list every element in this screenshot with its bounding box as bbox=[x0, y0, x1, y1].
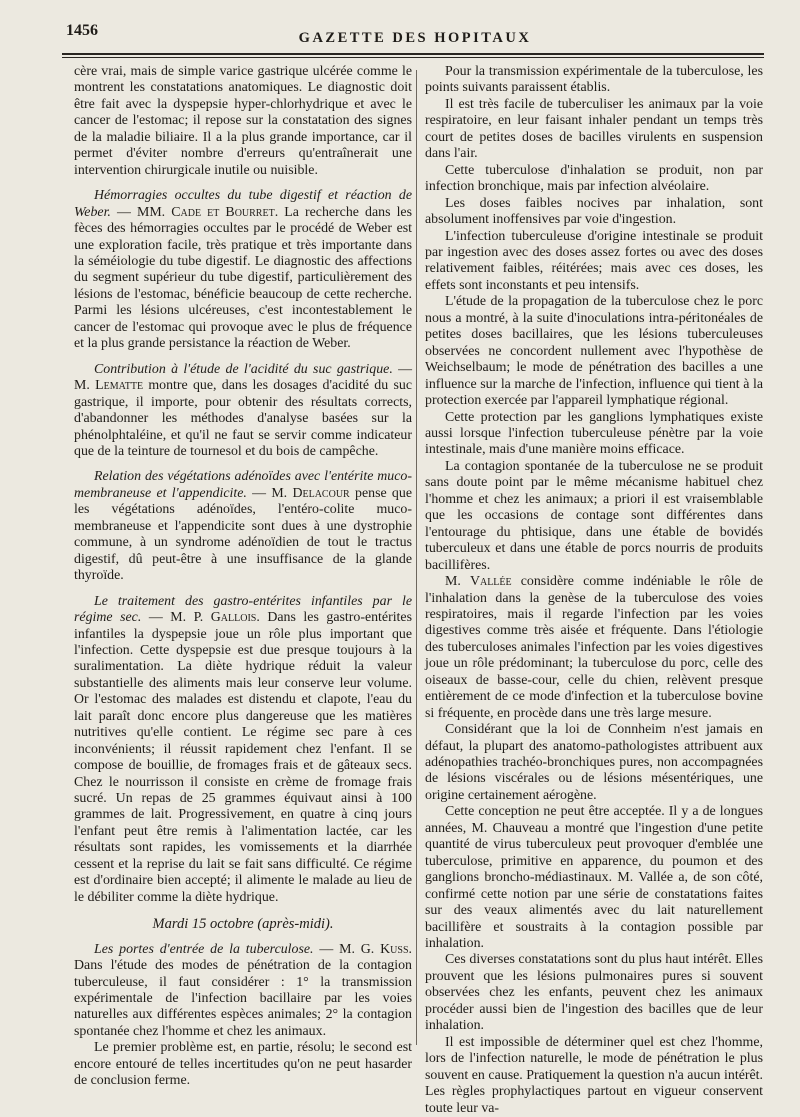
paragraph: L'infection tuberculeuse d'origine intestinale se produit par ingestion avec des doses assez fortes ou avec des doses relativement faibles, réitérées; mais avec ces doses, les effets sont inconstants et peu intensifs. bbox=[425, 228, 763, 293]
paragraph: Il est très facile de tuberculiser les animaux par la voie respiratoire, en leur faisant inhaler pendant un temps très court de petites doses de bacilles virulents en suspension dans l'air. bbox=[425, 96, 763, 162]
author-name: Gallois bbox=[210, 610, 257, 626]
paragraph: cère vrai, mais de simple varice gastrique ulcérée comme le montrent les constatations anatomiques. Le diagnostic doit être fait avec la dyspepsie hyper-chlorhydrique et avec le cancer de l'estomac; il repose sur la constatation des signes de la maladie biliaire. Il a la plus grande importance, car il permet d'éviter nombre d'erreurs qu'entraînerait une intervention chirurgicale inutile ou nuisible. bbox=[74, 64, 412, 178]
column-divider bbox=[416, 70, 417, 1045]
author-name: Lematte bbox=[95, 378, 144, 394]
section-weber: Hémorragies occultes du tube digestif et réaction de Weber. — MM. Cade et Bourret. La recherche dans les fèces des hémorragies occultes par le procédé de Weber est une exploration facile, très pratique et très importante dans la séméiologie du tube digestif. Le diagnostic des affections du segment supérieur du tube digestif, particulièrement des lésions de l'estomac, bénéficie beaucoup de cette recherche. Parmi les lésions ulcéreuses, c'est incontestablement le cancer de l'estomac qui provoque avec le plus de fréquence et la plus grande persistance la réaction de Weber. bbox=[74, 188, 413, 352]
author-name: Cade et Bourret bbox=[171, 204, 275, 220]
paragraph: Cette protection par les ganglions lymphatiques existe aussi lorsque l'infection tuberculeuse pénètre par la voie intestinale, mais d'une manière moins efficace. bbox=[425, 409, 763, 458]
journal-title: GAZETTE DES HOPITAUX bbox=[298, 30, 532, 46]
paragraph: Le premier problème est, en partie, résolu; le second est encore entouré de telles incertitudes qu'on ne peut hasarder de conclusion ferme. bbox=[74, 1040, 412, 1089]
header-rule-thick bbox=[62, 53, 764, 55]
section-vegetations: Relation des végétations adénoïdes avec l'entérite muco-membraneuse et l'appendicite. — M. Delacour pense que les végétations adénoïdes, l'entéro-colite muco-membraneuse et l'appendicite sont dues à une dystrophie commune, à un syndrome adénoïdien de tout le tractus digestif, dû peut-être à une insuffisance de la glande thyroïde. bbox=[74, 469, 412, 584]
section-acidite: Contribution à l'étude de l'acidité du suc gastrique. — M. Lematte montre que, dans les dosages d'acidité du suc gastrique, il importe, pour obtenir des résultats corrects, d'abandonner les méthodes d'analyse basées sur la phénolphtaléine, et qu'il ne faut se servir comme indicateur que de la teinture de tournesol et du bois de campêche. bbox=[74, 361, 413, 459]
paragraph: M. Vallée considère comme indéniable le rôle de l'inhalation dans la genèse de la tuberculose des voies respiratoires, mais il regarde l'infection par les voies digestives comme très aisée et fréquente. Dans l'étiologie des tuberculoses animales l'infection par les voies digestives joue un rôle prédominant; la tuberculose du porc, celle des oiseaux de basse-cour, celle du chien, relèvent presque entièrement de ce mode d'infection et la tuberculose bovine si fréquente, en procède dans une très large mesure. bbox=[425, 574, 763, 721]
section-title: Le traitement des gastro-entérites infantiles par le régime sec. bbox=[74, 593, 412, 626]
section-tuberculose: Les portes d'entrée de la tuberculose. — M. G. Kuss. Dans l'étude des modes de pénétration de la contagion tuberculeuse, il faut considérer : 1° la transmission expérimentale de l'infection bacillaire par les voies naturelles aux différentes espèces animales; 2° la contagion spontanée chez l'homme et chez les animaux. bbox=[74, 941, 412, 1039]
page-header bbox=[66, 22, 764, 50]
paragraph: Cette conception ne peut être acceptée. Il y a de longues années, M. Chauveau a montré que l'ingestion d'une petite quantité de virus tuberculeux peut provoquer d'emblée une tuberculose, primitive en apparence, du poumon et des ganglions broncho-médiastinaux. M. Vallée a, de son côté, confirmé cette notion par une série de constatations faites sur des veaux alimentés avec du lait naturellement bacillifère et soustraits à la contagion possible par inhalation. bbox=[425, 804, 763, 952]
paragraph: Pour la transmission expérimentale de la tuberculose, les points suivants paraissent établis. bbox=[425, 64, 763, 96]
section-regime-sec: Le traitement des gastro-entérites infantiles par le régime sec. — M. P. Gallois. Dans les gastro-entérites infantiles la dyspepsie joue un rôle plus important que l'infection. Cette dyspepsie est due presque toujours à la suralimentation. La diète hydrique réduit la valeur substantielle des aliments mais leur conserve leur volume. Or l'estomac des malades est distendu et clapote, l'eau du lait paraît donc encore plus dangereuse que les matières nutritives qu'elle contient. Le régime sec pare à ces inconvénients; il réussit rapidement chez l'enfant. Il se compose de bouillie, de fromages frais et de gâteaux secs. Chez le nourrisson il consiste en crème de fromage frais sucré. Un repas de 25 grammes équivaut ainsi à 100 grammes de lait. Progressivement, en quatre à cinq jours l'enfant peut être remis à l'alimentation lactée, car les résultats sont rapides, les vomissements et la diarrhée cessent et la reprise du lait se fait sans difficulté. Ce régime est d'ordinaire bien accepté; il alimente le malade au lieu de le débiliter comme la diète hydrique. bbox=[74, 593, 412, 905]
paragraph: L'étude de la propagation de la tuberculose chez le porc nous a montré, à la suite d'inoculations intra-péritonéales de petites doses bacillaires, que les lésions tuberculeuses observées ne concordent nullement avec l'hypothèse de Weichselbaum; le mode de pénétration des bacilles a une influence sur la marche de l'infection, influence qui tient à la protection exercée par l'appareil lymphatique régional. bbox=[425, 294, 763, 409]
author-name: Vallée bbox=[469, 574, 512, 590]
left-column bbox=[74, 64, 412, 1090]
section-title: Les portes d'entrée de la tuberculose. bbox=[94, 941, 314, 957]
paragraph: Il est impossible de déterminer quel est chez l'homme, lors de l'infection naturelle, le mode de pénétration le plus souvent en cause. Pratiquement la question n'a aucun intérêt. Les règles prophylactiques partout en vigueur conservent toute leur va- bbox=[425, 1034, 763, 1116]
section-title: Contribution à l'étude de l'acidité du suc gastrique. bbox=[94, 361, 393, 377]
paragraph: La contagion spontanée de la tuberculose ne se produit sans doute point par le même mécanisme habituel chez l'homme et chez les animaux; a priori il est vraisemblable que les occasions de contage sont différentes dans l'entourage du phtisique, dans une étable de bovidés tuberculeux et dans une étable de porcs nourris de produits bacillifères. bbox=[425, 458, 763, 573]
paragraph: Ces diverses constatations sont du plus haut intérêt. Elles prouvent que les lésions pulmonaires pures si souvent observées chez les enfants, peuvent chez les animaux procéder aussi bien de l'ingestion des bacilles que de leur inhalation. bbox=[425, 952, 763, 1034]
header-rule-thin bbox=[62, 57, 764, 58]
paragraph: Cette tuberculose d'inhalation se produit, non par infection bronchique, mais par infection alvéolaire. bbox=[425, 162, 763, 195]
page-number: 1456 bbox=[66, 22, 98, 39]
author-name: Delacour bbox=[292, 485, 350, 501]
author-name: Kuss bbox=[380, 941, 409, 957]
paragraph: Les doses faibles nocives par inhalation, sont absolument inoffensives par voie d'ingestion. bbox=[425, 195, 763, 228]
session-dateline: Mardi 15 octobre (après-midi). bbox=[152, 916, 334, 933]
right-column bbox=[425, 64, 763, 1117]
section-title: Hémorragies occultes du tube digestif et réaction de Weber. bbox=[74, 188, 412, 220]
section-title: Relation des végétations adénoïdes avec l'entérite muco-membraneuse et l'appendicite. bbox=[74, 469, 412, 501]
paragraph: Considérant que la loi de Connheim n'est jamais en défaut, la plupart des anatomo-pathologistes attribuent aux adénopathies trachéo-bronchiques pures, non accompagnées de lésions viscérales ou de lésions mésentériques, une origine certainement aérogène. bbox=[425, 722, 763, 803]
